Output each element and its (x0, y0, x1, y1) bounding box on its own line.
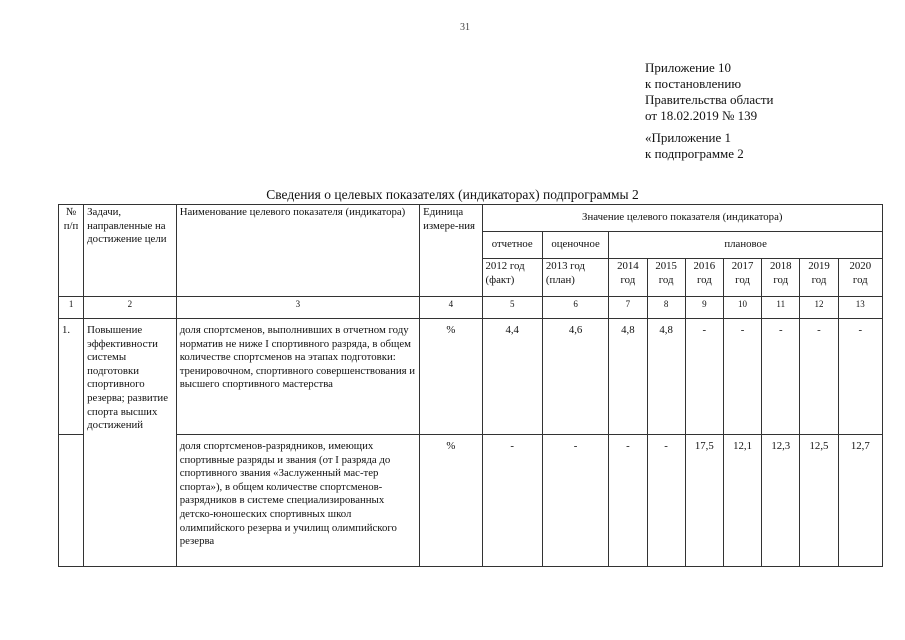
header-planned: плановое (609, 232, 883, 259)
row-value: - (609, 435, 647, 567)
column-number: 1 (59, 297, 84, 319)
column-number: 3 (176, 297, 419, 319)
row-value: - (723, 319, 761, 435)
header-year-2013: 2013 год (план) (542, 259, 608, 297)
row-value: 17,5 (685, 435, 723, 567)
row-value: 12,3 (762, 435, 800, 567)
appendix-line: Приложение 10 (645, 60, 732, 75)
row-value: 4,8 (647, 319, 685, 435)
row-indicator: доля спортсменов, выполнивших в отчетном году норматив не ниже I спортивного разряда, в общем количестве спортсменов на этапах подготовки: тренировочном, спортивного совершенствования и высшего спортивного мастерства (176, 319, 419, 435)
document-title: Сведения о целевых показателях (индикаторах) подпрограммы 2 (266, 187, 639, 202)
row-unit: % (420, 319, 482, 435)
appendix-line: от 18.02.2019 № 139 (645, 108, 758, 123)
column-number: 5 (482, 297, 542, 319)
header-value-group: Значение целевого показателя (индикатора) (482, 205, 882, 232)
appendix-line: к подпрограмме 2 (645, 146, 744, 161)
header-year: 2015 год (647, 259, 685, 297)
column-number: 4 (420, 297, 482, 319)
header-reported: отчетное (482, 232, 542, 259)
header-year: 2014 год (609, 259, 647, 297)
row-value: - (647, 435, 685, 567)
row-value: - (762, 319, 800, 435)
appendix-reference (645, 60, 774, 162)
header-estimated: оценочное (542, 232, 608, 259)
column-number: 13 (838, 297, 882, 319)
column-number: 9 (685, 297, 723, 319)
appendix-line: Правительства области (645, 92, 774, 107)
row-value: - (838, 319, 882, 435)
table-row (59, 319, 883, 435)
header-year-2012: 2012 год (факт) (482, 259, 542, 297)
column-number: 11 (762, 297, 800, 319)
row-value: - (800, 319, 838, 435)
header-year: 2016 год (685, 259, 723, 297)
page-number: 31 (460, 22, 470, 33)
row-value: - (685, 319, 723, 435)
table-row (59, 435, 883, 567)
column-number: 10 (723, 297, 761, 319)
header-year: 2017 год (723, 259, 761, 297)
header-year: 2019 год (800, 259, 838, 297)
header-year: 2018 год (762, 259, 800, 297)
column-number: 7 (609, 297, 647, 319)
appendix-line: к постановлению (645, 76, 742, 91)
row-value: 12,5 (800, 435, 838, 567)
appendix-line: «Приложение 1 (645, 130, 732, 145)
row-indicator: доля спортсменов-разрядников, имеющих спортивные разряды и звания (от I разряда до спортивного звания «Заслуженный мас-тер спорта»), в общем количестве спортсменов-разрядников в системе специализированных детско-юношеских спортивных школ олимпийского резерва и училищ олимпийского резерва (176, 435, 419, 567)
row-value: 4,4 (482, 319, 542, 435)
column-number: 8 (647, 297, 685, 319)
column-number: 12 (800, 297, 838, 319)
indicators-table (58, 204, 883, 567)
row-value: - (542, 435, 608, 567)
row-value: - (482, 435, 542, 567)
row-task: Повышение эффективности системы подготовки спортивного резерва; развитие спорта высших достижений (84, 319, 177, 567)
row-number (59, 435, 84, 567)
row-value: 4,6 (542, 319, 608, 435)
row-unit: % (420, 435, 482, 567)
column-number: 2 (84, 297, 177, 319)
header-indicator: Наименование целевого показателя (индикатора) (176, 205, 419, 297)
row-value: 12,7 (838, 435, 882, 567)
header-tasks: Задачи, направленные на достижение цели (84, 205, 177, 297)
row-value: 12,1 (723, 435, 761, 567)
row-number: 1. (59, 319, 84, 435)
row-value: 4,8 (609, 319, 647, 435)
header-year: 2020 год (838, 259, 882, 297)
header-unit: Единица измере-ния (420, 205, 482, 297)
header-no: № п/п (59, 205, 84, 297)
column-number: 6 (542, 297, 608, 319)
